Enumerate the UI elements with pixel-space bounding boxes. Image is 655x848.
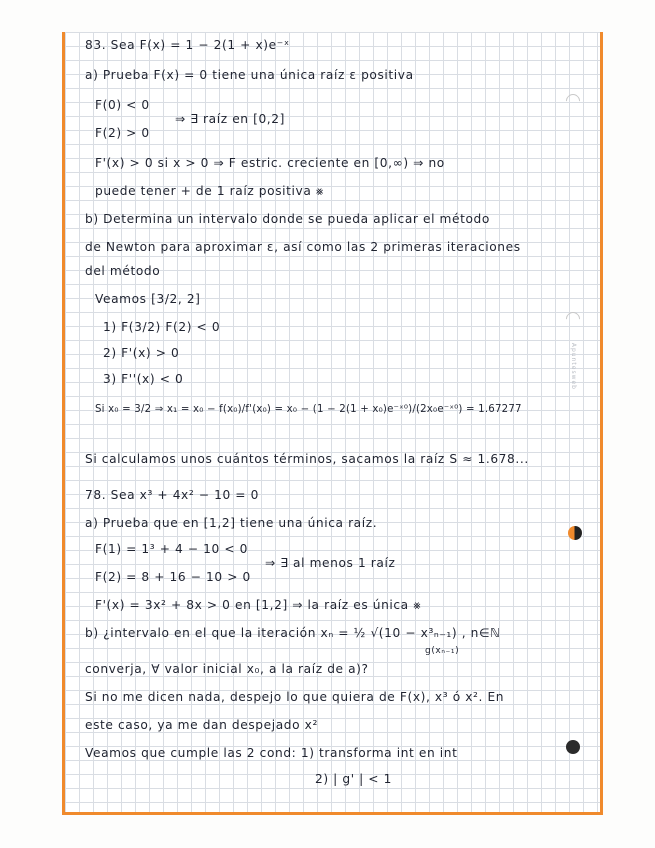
notebook-page: [62, 32, 603, 815]
text-line: F(0) < 0: [95, 98, 150, 112]
text-line: ⇒ ∃ al menos 1 raíz: [265, 556, 396, 570]
text-line: a) Prueba que en [1,2] tiene una única raíz.: [85, 516, 378, 530]
text-line: F(2) > 0: [95, 126, 150, 140]
punch-hole: [568, 526, 582, 540]
text-line: a) Prueba F(x) = 0 tiene una única raíz ε positiva: [85, 68, 414, 82]
text-line: puede tener + de 1 raíz positiva ⨳: [95, 184, 325, 198]
text-line: ⇒ ∃ raíz en [0,2]: [175, 112, 285, 126]
text-line: F(1) = 1³ + 4 − 10 < 0: [95, 542, 248, 556]
text-line: 2) | g' | < 1: [315, 772, 392, 786]
text-line: b) Determina un intervalo donde se pueda aplicar el método: [85, 212, 490, 226]
text-line: Si no me dicen nada, despejo lo que quiera de F(x), x³ ó x². En: [85, 690, 505, 704]
text-line: Si calculamos unos cuántos términos, sacamos la raíz S ≈ 1.678...: [85, 452, 529, 466]
text-line: Si x₀ = 3/2 ⇒ x₁ = x₀ − f(x₀)/f'(x₀) = x₀ − (1 − 2(1 + x₀)e⁻ˣ⁰)/(2x₀e⁻ˣ⁰) = 1.67277: [95, 404, 522, 415]
text-line: 83. Sea F(x) = 1 − 2(1 + x)e⁻ˣ: [85, 38, 290, 52]
text-line: 2) F'(x) > 0: [103, 346, 180, 360]
text-line: Veamos que cumple las 2 cond: 1) transforma int en int: [85, 746, 458, 760]
text-line: g(xₙ₋₁): [425, 646, 460, 656]
watermark: Apuntesweb: [570, 342, 577, 390]
text-line: b) ¿intervalo en el que la iteración xₙ = ½ √(10 − x³ₙ₋₁) , n∈ℕ: [85, 626, 501, 640]
text-line: F(2) = 8 + 16 − 10 > 0: [95, 570, 251, 584]
text-line: F'(x) > 0 si x > 0 ⇒ F estric. creciente en [0,∞) ⇒ no: [95, 156, 445, 170]
text-line: de Newton para aproximar ε, así como las 2 primeras iteraciones: [85, 240, 521, 254]
text-line: converja, ∀ valor inicial x₀, a la raíz de a)?: [85, 662, 369, 676]
text-line: 1) F(3/2) F(2) < 0: [103, 320, 221, 334]
text-line: Veamos [3/2, 2]: [95, 292, 201, 306]
text-line: F'(x) = 3x² + 8x > 0 en [1,2] ⇒ la raíz es única ⨳: [95, 598, 422, 612]
text-line: del método: [85, 264, 161, 278]
text-line: este caso, ya me dan despejado x²: [85, 718, 318, 732]
text-line: 3) F''(x) < 0: [103, 372, 184, 386]
text-line: 78. Sea x³ + 4x² − 10 = 0: [85, 488, 259, 502]
punch-hole: [566, 740, 580, 754]
